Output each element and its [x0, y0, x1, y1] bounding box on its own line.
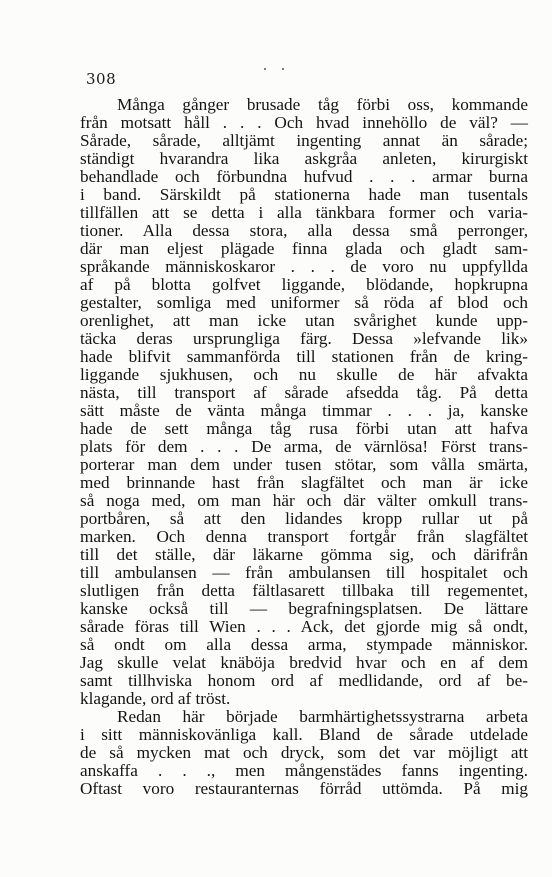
- text-line: marken. Och denna transport fortgår från slagfältet: [80, 527, 528, 546]
- text-line: i band. Särskildt på stationerna hade man tusentals: [80, 185, 528, 204]
- text-line: behandlade och förbundna hufvud . . . armar burna: [80, 167, 528, 186]
- text-line: klagande, ord af tröst.: [80, 689, 231, 708]
- text-line: portbåren, så att den lidandes kropp rullar ut på: [80, 509, 528, 528]
- text-line: kanske också till — begrafningsplatsen. De lättare: [80, 599, 528, 618]
- text-line: till det ställe, där läkarne gömma sig, och därifrån: [80, 545, 528, 564]
- text-line: gestalter, somliga med uniformer så röda af blod och: [80, 293, 528, 312]
- text-line: sårade föras till Wien . . . Ack, det gjorde mig så ondt,: [80, 617, 528, 636]
- scan-speck: [264, 68, 266, 70]
- text-line: Jag skulle velat knäböja bredvid hvar och en af dem: [80, 653, 528, 672]
- text-line: tillfällen att se detta i alla tänkbara former och varia-: [80, 203, 528, 222]
- page-number: 308: [86, 70, 117, 88]
- text-line: språkande människoskaror . . . de voro nu uppfyllda: [80, 257, 528, 276]
- text-line: så noga med, om man här och där välter omkull trans-: [80, 491, 528, 510]
- text-line: Sårade, sårade, alltjämt ingenting annat än sårade;: [80, 131, 528, 150]
- text-line: hade blifvit sammanförda till stationen från de kring-: [80, 347, 528, 366]
- text-line: Många gånger brusade tåg förbi oss, kommande: [117, 95, 528, 114]
- text-line: med brinnande hast från slagfältet och man är icke: [80, 473, 528, 492]
- text-line: Redan här började barmhärtighetssystrarna arbeta: [117, 707, 528, 726]
- text-line: från motsatt håll . . . Och hvad innehöllo de väl? —: [80, 113, 528, 132]
- text-line: så ondt om alla dessa arma, stympade människor.: [80, 635, 528, 654]
- text-line: där man eljest plägade finna glada och gladt sam-: [80, 239, 528, 258]
- text-line: porterar man dem under tusen stötar, som vålla smärta,: [80, 455, 528, 474]
- text-line: sätt måste de vänta många timmar . . . ja, kanske: [80, 401, 528, 420]
- text-line: samt tillhviska honom ord af medlidande, ord af be-: [80, 671, 528, 690]
- text-line: nästa, till transport af sårade afsedda tåg. På detta: [80, 383, 528, 402]
- text-line: till ambulansen — från ambulansen till hospitalet och: [80, 563, 528, 582]
- text-line: liggande sjukhusen, och nu skulle de här afvakta: [80, 365, 528, 384]
- text-line: anskaffa . . ., men mångenstädes fanns ingenting.: [80, 761, 528, 780]
- text-line: hade de sett många tåg rusa förbi utan att hafva: [80, 419, 528, 438]
- text-line: ständigt hvarandra lika askgråa anleten, kirurgiskt: [80, 149, 528, 168]
- text-line: de så mycken mat och dryck, som det var möjligt att: [80, 743, 528, 762]
- text-line: tioner. Alla dessa stora, alla dessa små perronger,: [80, 221, 528, 240]
- text-line: orenlighet, att man icke utan svårighet kunde upp-: [80, 311, 528, 330]
- text-line: plats för dem . . . De arma, de värnlösa! Först trans-: [80, 437, 528, 456]
- text-line: täcka deras ursprungliga färg. Dessa »lefvande lik»: [80, 329, 528, 348]
- scan-speck: [282, 68, 284, 70]
- text-line: i sitt människovänliga kall. Bland de sårade utdelade: [80, 725, 528, 744]
- text-line: slutligen från detta fältlasarett tillbaka till regementet,: [80, 581, 528, 600]
- text-line: af på blotta golfvet liggande, blödande, hopkrupna: [80, 275, 528, 294]
- text-line: Oftast voro restauranternas förråd uttömda. På mig: [80, 779, 528, 798]
